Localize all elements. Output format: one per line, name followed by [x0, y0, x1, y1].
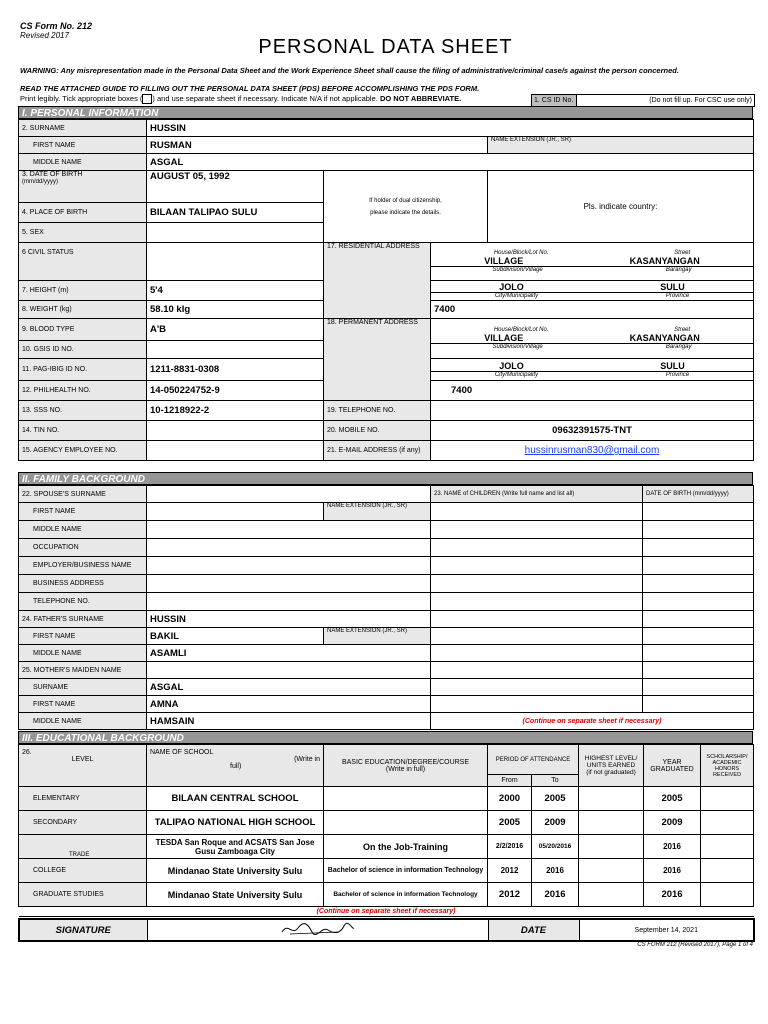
- sex-field[interactable]: [147, 223, 324, 243]
- weight-field[interactable]: 58.10 klg: [147, 301, 324, 319]
- occupation-field[interactable]: [147, 539, 431, 557]
- father-middle-field[interactable]: ASAMLI: [147, 645, 431, 662]
- sss-field[interactable]: 10-1218922-2: [147, 401, 324, 421]
- date-field[interactable]: September 14, 2021: [579, 919, 754, 941]
- surname-field[interactable]: HUSSIN: [147, 120, 754, 137]
- father-surname-field[interactable]: HUSSIN: [147, 611, 431, 628]
- warning-text: WARNING: Any misrepresentation made in the Personal Data Sheet and the Work Experience Sheet shall cause the filing of administrative/criminal case/s against the person concerned.: [20, 66, 679, 75]
- revised-note: Revised 2017: [20, 31, 69, 40]
- spouse-surname-field[interactable]: [147, 486, 431, 503]
- education-row-trade: TRADE TESDA San Roque and ACSATS San Jose Gusu Zamboaga City On the Job-Training 2/2/2016 05/20/2016 2016: [19, 835, 754, 859]
- form-number: CS Form No. 212: [20, 21, 93, 31]
- mobile-field[interactable]: 09632391575-TNT: [431, 421, 754, 441]
- section-personal: I. PERSONAL INFORMATION: [18, 106, 753, 119]
- spouse-first-field[interactable]: [147, 503, 324, 521]
- philhealth-field[interactable]: 14-050224752-9: [147, 381, 324, 401]
- business-address-field[interactable]: [147, 575, 431, 593]
- middle-name-field[interactable]: ASGAL: [147, 154, 754, 171]
- education-table: 26. LEVEL NAME OF SCHOOL (Write in full) BASIC EDUCATION/DEGREE/COURSE (Write in full) PERIOD OF ATTENDANCE HIGHEST LEVEL/ UNITS EARNED (if not graduated) YEAR GRADUATED SCHOLARSHIP/ ACADEMIC HONORS RECEIVED From To ELEMENTARY BILAAN CENTRAL SCHOOL 2000 2005 2005 SECONDARY TALIPAO NATIONAL HIGH SCHOOL 2005 2009 2009 TRADE TESDA San Roque and ACSATS San Jose Gusu Zamboaga City On the Job-Training 2/2/2016 05/20/2016 2016 COLLEGE Mindanao State University Sulu Bachelor of science in information Technology 2012 2016 2016 GRADUATE STUDIES Mindanao State University Sulu Bachelor of science in information Technology 2012 2016 2016 (Continue on separate sheet if necessary): [18, 744, 754, 917]
- email-link[interactable]: hussinrusman830@gmail.com: [524, 445, 660, 456]
- education-row-graduate: GRADUATE STUDIES Mindanao State University Sulu Bachelor of science in information Technology 2012 2016 2016: [19, 883, 754, 907]
- zip-permanent[interactable]: 7400: [431, 381, 754, 401]
- guide-text: READ THE ATTACHED GUIDE TO FILLING OUT THE PERSONAL DATA SHEET (PDS) BEFORE ACCOMPLISHING THE PDS FORM.: [20, 84, 480, 93]
- personal-info-table: 2. SURNAME HUSSIN FIRST NAME RUSMAN NAME EXTENSION (JR., SR) MIDDLE NAME ASGAL 3. DATE OF BIRTH (mm/dd/yyyy) AUGUST 05, 1992 If holder of dual citizenship, please indicate the details. Pls. indicate country: 4. PLACE OF BIRTH BILAAN TALIPAO SULU 5. SEX 6 CIVIL STATUS 17. RESIDENTIAL ADDRESS House/Block/Lot No. Street VILLAGE KASANYANGAN Subdivision/Village Barangay 7. HEIGHT (m) 5'4 JOLO SULU City/Municipality Province 8. WEIGHT (kg) 58.10 klg 7400 9. BLOOD TYPE A'B 18. PERMANENT ADDRESS House/Block/Lot No. Street VILLAGE KASANYANGAN Subdivision/Village Barangay 10. GSIS ID NO. 11. PAG-IBIG ID NO. 1211-8831-0308 JOLO SULU City/Municipality Province 12. PHILHEALTH NO. 14-050224752-9 7400 13. SSS NO. 10-1218922-2 19. TELEPHONE NO. 14. TIN NO. 20. MOBILE NO. 09632391575-TNT 15. AGENCY EMPLOYEE NO. 21. E-MAIL ADDRESS (if any) hussinrusman830@gmail.com: [18, 119, 754, 461]
- mother-surname-field[interactable]: ASGAL: [147, 679, 431, 696]
- dob-field[interactable]: AUGUST 05, 1992: [147, 171, 324, 203]
- civil-status-field[interactable]: [147, 243, 324, 281]
- education-row-college: COLLEGE Mindanao State University Sulu Bachelor of science in information Technology 2012 2016 2016: [19, 859, 754, 883]
- signature-field[interactable]: [147, 919, 488, 941]
- page-title: PERSONAL DATA SHEET: [258, 36, 513, 58]
- tin-field[interactable]: [147, 421, 324, 441]
- father-first-field[interactable]: BAKIL: [147, 628, 324, 645]
- signature-image: [278, 920, 358, 938]
- employer-field[interactable]: [147, 557, 431, 575]
- first-name-field[interactable]: RUSMAN: [147, 137, 488, 154]
- gsis-field[interactable]: [147, 341, 324, 359]
- mother-first-field[interactable]: AMNA: [147, 696, 431, 713]
- spouse-middle-field[interactable]: [147, 521, 431, 539]
- checkbox-sample: [142, 94, 152, 104]
- education-row-secondary: SECONDARY TALIPAO NATIONAL HIGH SCHOOL 2005 2009 2009: [19, 811, 754, 835]
- mother-middle-field[interactable]: HAMSAIN: [147, 713, 431, 730]
- page-footer: CS FORM 212 (Revised 2017), Page 1 of 4: [637, 942, 753, 948]
- pagibig-field[interactable]: 1211-8831-0308: [147, 359, 324, 381]
- agency-field[interactable]: [147, 441, 324, 461]
- instructions: Print legibly. Tick appropriate boxes ( ) and use separate sheet if necessary. Indicate N/A if not applicable. DO NOT ABBREVIATE.: [20, 94, 462, 103]
- signature-table: SIGNATURE DATE September 14, 2021: [18, 918, 755, 942]
- height-field[interactable]: 5'4: [147, 281, 324, 301]
- cs-id-field: 1. CS ID No. (Do not fill up. For CSC use only): [531, 94, 755, 107]
- zip-residential[interactable]: 7400: [431, 301, 754, 319]
- section-family: II. FAMILY BACKGROUND: [18, 472, 753, 485]
- family-table: 22. SPOUSE'S SURNAME 23. NAME of CHILDREN (Write full name and list all) DATE OF BIRTH (mm/dd/yyyy) FIRST NAME NAME EXTENSION (JR., SR) MIDDLE NAME OCCUPATION EMPLOYER/BUSINESS NAME BUSINESS ADDRESS TELEPHONE NO. 24. FATHER'S SURNAME HUSSIN FIRST NAME BAKIL NAME EXTENSION (JR., SR) MIDDLE NAME ASAMLI 25. MOTHER'S MAIDEN NAME SURNAME ASGAL FIRST NAME AMNA MIDDLE NAME HAMSAIN (Continue on separate sheet if necessary): [18, 485, 754, 730]
- section-education: III. EDUCATIONAL BACKGROUND: [18, 731, 753, 744]
- pob-field[interactable]: BILAAN TALIPAO SULU: [147, 203, 324, 223]
- education-row-elementary: ELEMENTARY BILAAN CENTRAL SCHOOL 2000 2005 2005: [19, 787, 754, 811]
- spouse-telephone-field[interactable]: [147, 593, 431, 611]
- blood-type-field[interactable]: A'B: [147, 319, 324, 341]
- telephone-field[interactable]: [431, 401, 754, 421]
